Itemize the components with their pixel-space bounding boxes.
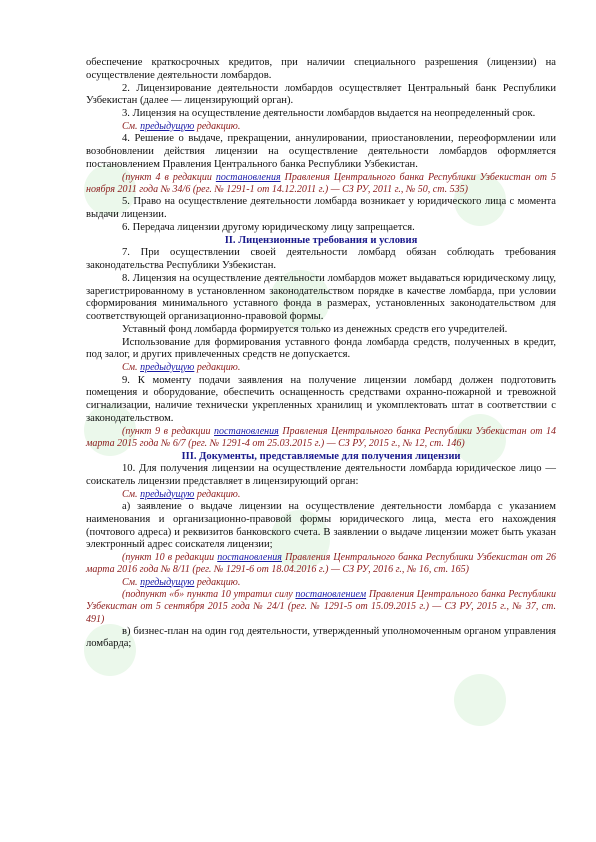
- note-4: (пункт 4 в редакции постановления Правления Центрального банка Республики Узбекистан от 5 ноября 2011 года № 34/6 (рег. № 1291-1 от 14.12.2011 г.) — СЗ РУ, 2011 г., № 50, ст. 535): [86, 171, 557, 195]
- section-heading-3: III. Документы, представляемые для получения лицензии: [181, 451, 461, 462]
- paragraph-8b: Уставный фонд ломбарда формируется только из денежных средств его учредителей.: [122, 323, 508, 335]
- paragraph-10: 10. Для получения лицензии на осуществление деятельности ломбарда юридическое лицо — соискатель лицензии представляет в лицензирующий орган:: [86, 463, 556, 487]
- resolution-link[interactable]: постановлением: [295, 589, 367, 601]
- previous-edition-link[interactable]: предыдущую: [140, 120, 195, 132]
- paragraph-5: 5. Право на осуществление деятельности ломбарда возникает у юридического лица с момента выдачи лицензии.: [86, 196, 556, 220]
- previous-edition-link[interactable]: предыдущую: [140, 488, 195, 500]
- paragraph-6: 6. Передача лицензии другому юридическому лицу запрещается.: [122, 221, 415, 233]
- note-10: (пункт 10 в редакции постановления Правления Центрального банка Республики Узбекистан от 26 марта 2016 года № 8/11 (рег. № 1291-6 от 18.04.2016 г.) — СЗ РУ, 2016 г., № 16, ст. 165): [86, 552, 557, 576]
- paragraph-8: 8. Лицензия на осуществление деятельности ломбардов может выдаваться юридическому лицу, зарегистрированному в установленном законодательством порядке в качестве ломбарда, при условии сформирования минимального уставного фонда в размерах, установленных законодательством для соответствующей организационно-правовой формы.: [86, 272, 556, 322]
- paragraph-10v: в) бизнес-план на один год деятельности, утвержденный уполномоченным органом управления ломбарда;: [86, 625, 556, 650]
- paragraph-3: 3. Лицензия на осуществление деятельности ломбардов выдается на неопределенный срок.: [122, 108, 536, 119]
- paragraph-8c: Использование для формирования уставного фонда ломбарда средств, полученных в кредит, под залог, и других привлеченных средств не допускается.: [86, 336, 556, 361]
- paragraph-9: 9. К моменту подачи заявления на получение лицензии ломбард должен подготовить помещения и оборудование, обеспечить оснащенность средствами охранно-пожарной и тревожной сигнализации, наличие технически укрепленных хранилищ и укомплектовать штат в соответствии с законодательством.: [86, 374, 556, 424]
- paragraph-10a: а) заявление о выдаче лицензии на осуществление деятельности ломбарда с указанием наименования и организационно-правовой формы юридического лица, места его нахождения (почтового адреса) и реквизитов банковского счета. В заявлении о выдаче лицензии может быть указан электронный адрес соискателя лицензии;: [86, 501, 556, 551]
- paragraph-4: 4. Решение о выдаче, прекращении, аннулировании, приостановлении, переоформлении или возобновлении действия лицензии на осуществление деятельности ломбардов оформляется постановлением Правления Центрального банка Республики Узбекистан.: [86, 133, 556, 170]
- note-9: (пункт 9 в редакции постановления Правления Центрального банка Республики Узбекистан от 14 марта 2015 года № 6/7 (рег. № 1291-4 от 25.03.2015 г.) — СЗ РУ, 2015 г., № 12, ст. 146): [86, 425, 556, 449]
- see-previous-1: См. предыдущую редакцию.: [122, 120, 241, 132]
- watermark-logo-icon: [454, 674, 506, 726]
- see-previous-3: См. предыдущую редакцию.: [122, 488, 241, 500]
- see-previous-4: См. предыдущую редакцию.: [122, 576, 241, 588]
- paragraph-intro: обеспечение краткосрочных кредитов, при наличии специального разрешения (лицензии) на осуществление деятельности ломбардов.: [86, 57, 556, 81]
- paragraph-2: 2. Лицензирование деятельности ломбардов осуществляет Центральный банк Республики Узбекистан (далее — лицензирующий орган).: [86, 82, 556, 107]
- paragraph-7: 7. При осуществлении своей деятельности ломбард обязан соблюдать требования законодательства Республики Узбекистан.: [86, 247, 556, 271]
- previous-edition-link[interactable]: предыдущую: [140, 362, 195, 373]
- previous-edition-link[interactable]: предыдущую: [140, 576, 195, 588]
- document-page: [86, 57, 556, 651]
- resolution-link[interactable]: постановления: [217, 552, 282, 564]
- see-previous-2: См. предыдущую редакцию.: [122, 362, 241, 373]
- note-10b: (подпункт «б» пункта 10 утратил силу постановлением Правления Центрального банка Республики Узбекистан от 5 сентября 2015 года № 24/1 (рег. № 1291-5 от 15.09.2015 г.) — СЗ РУ, 2015 г., № 37, ст. 491): [86, 589, 556, 625]
- resolution-link[interactable]: постановления: [214, 425, 279, 437]
- section-heading-2: II. Лицензионные требования и условия: [224, 235, 418, 247]
- resolution-link[interactable]: постановления: [215, 171, 281, 183]
